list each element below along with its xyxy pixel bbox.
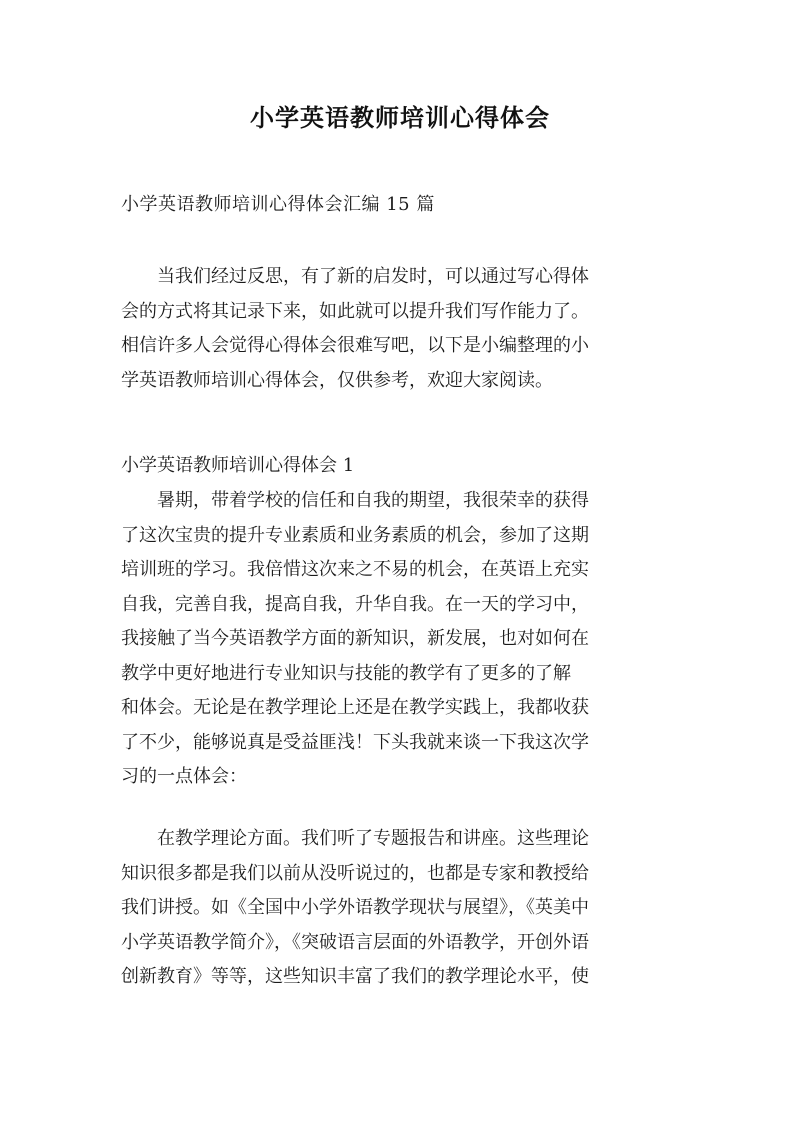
paragraph-line: 自我，完善自我，提高自我，升华自我。在一天的学习中， xyxy=(121,593,589,615)
document-title: 小学英语教师培训心得体会 xyxy=(250,104,550,132)
paragraph-line: 和体会。无论是在教学理论上还是在教学实践上，我都收获 xyxy=(121,697,589,718)
section-heading: 小学英语教师培训心得体会 1 xyxy=(121,455,355,476)
paragraph-line: 我们讲授。如《全国中小学外语教学现状与展望》，《英美中 xyxy=(121,897,589,918)
paragraph-line: 在教学理论方面。我们听了专题报告和讲座。这些理论 xyxy=(157,828,589,849)
paragraph-line: 了这次宝贵的提升专业素质和业务素质的机会，参加了这期 xyxy=(121,524,589,546)
paragraph-line: 学英语教师培训心得体会，仅供参考，欢迎大家阅读。 xyxy=(121,369,553,391)
paragraph-line: 相信许多人会觉得心得体会很难写吧，以下是小编整理的小 xyxy=(121,335,589,356)
paragraph-line: 会的方式将其记录下来，如此就可以提升我们写作能力了。 xyxy=(121,300,589,322)
paragraph-line: 知识很多都是我们以前从没听说过的，也都是专家和教授给 xyxy=(121,862,589,884)
paragraph-line: 暑期，带着学校的信任和自我的期望，我很荣幸的获得 xyxy=(157,490,589,511)
paragraph-line: 了不少，能够说真是受益匪浅！下头我就来谈一下我这次学 xyxy=(121,731,589,753)
document-subtitle: 小学英语教师培训心得体会汇编 15 篇 xyxy=(121,194,435,215)
paragraph-line: 当我们经过反思，有了新的启发时，可以通过写心得体 xyxy=(157,266,589,287)
paragraph-line: 我接触了当今英语教学方面的新知识，新发展，也对如何在 xyxy=(121,628,589,649)
body-paragraph-1 xyxy=(121,484,589,795)
paragraph-line: 小学英语教学简介》，《突破语言层面的外语教学，开创外语 xyxy=(121,931,589,953)
paragraph-line: 习的一点体会： xyxy=(121,766,247,787)
intro-paragraph xyxy=(121,260,589,398)
paragraph-line: 创新教育》等等，这些知识丰富了我们的教学理论水平，使 xyxy=(121,966,589,987)
paragraph-line: 培训班的学习。我倍惜这次来之不易的机会，在英语上充实 xyxy=(121,559,589,580)
body-paragraph-2 xyxy=(121,822,589,995)
paragraph-line: 教学中更好地进行专业知识与技能的教学有了更多的了解 xyxy=(121,662,571,684)
